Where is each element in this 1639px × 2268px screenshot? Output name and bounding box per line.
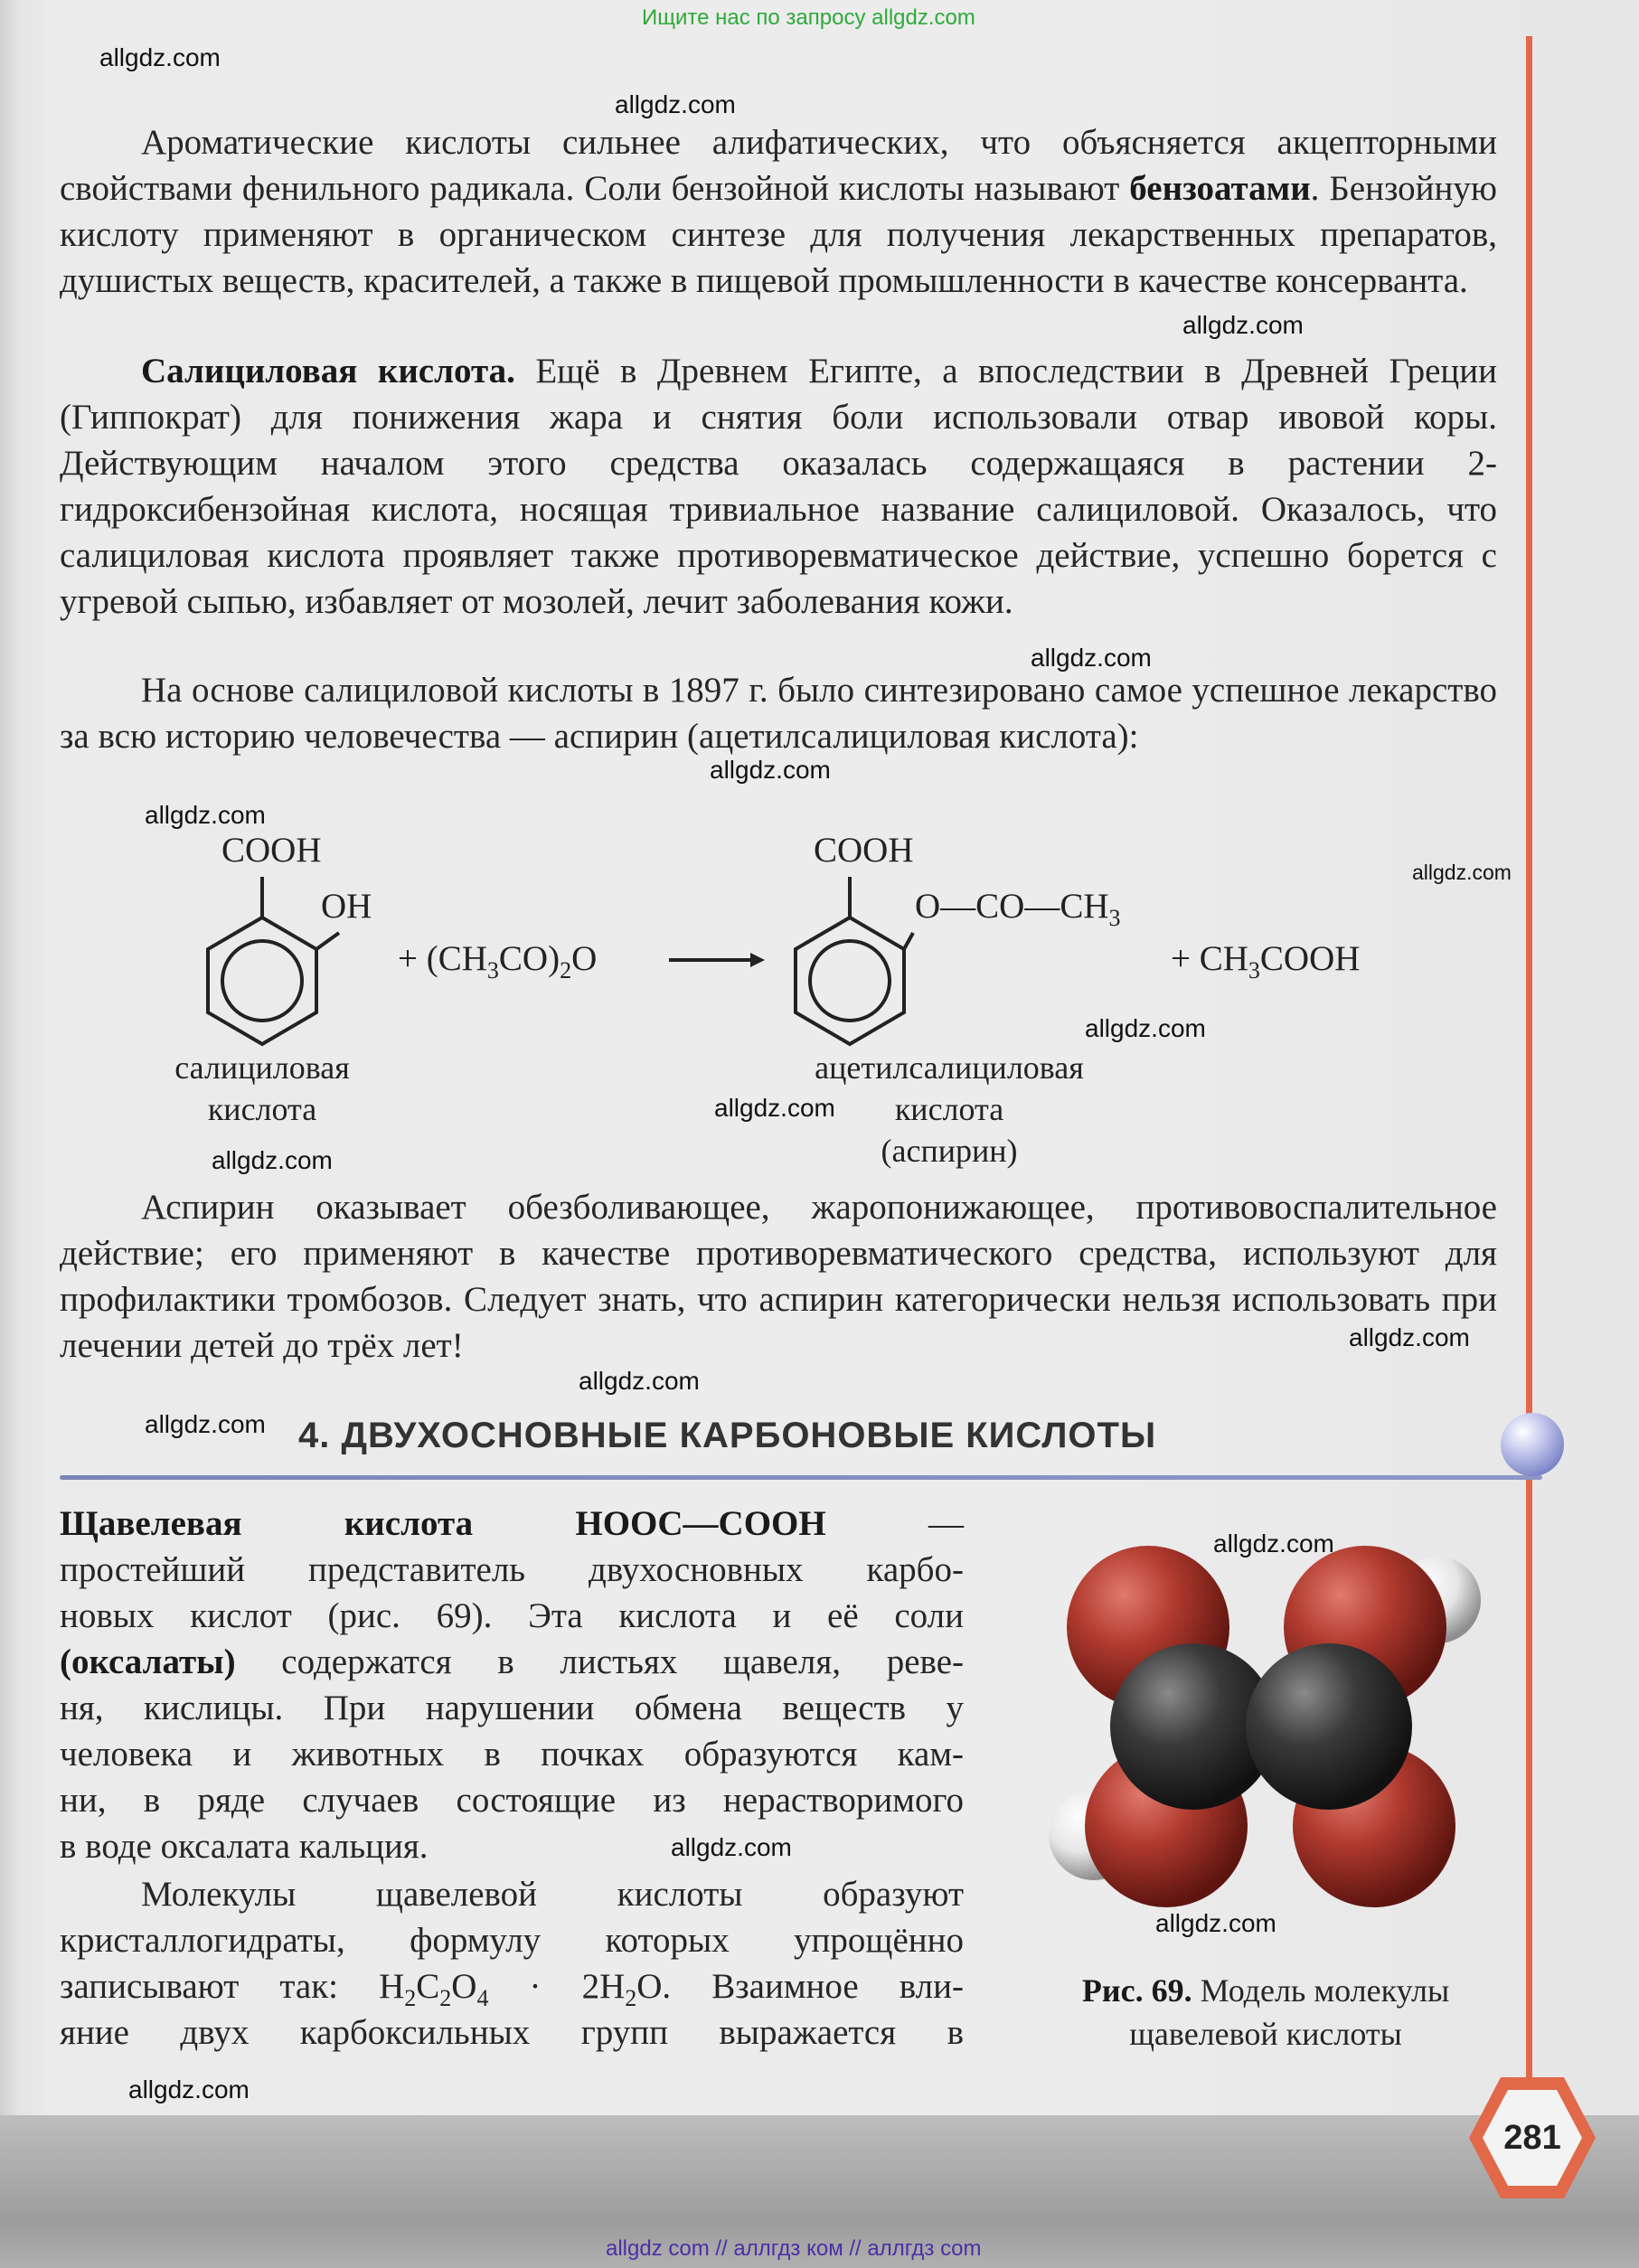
paragraph-aspirin-intro (60, 667, 1497, 759)
p1-bold-term: бензоатами (1129, 169, 1311, 208)
site-watermark[interactable]: allgdz.com (1031, 644, 1152, 672)
text-line: Молекулы щавелевой кислоты образуют (141, 1875, 964, 1914)
aspirin-cooh: COOH (814, 831, 914, 870)
text-line: (оксалаты) содержатся в листьях щавеля, реве- (60, 1642, 964, 1681)
benzene-ring-left (208, 877, 339, 1044)
carbon-atom-right (1246, 1643, 1412, 1810)
label-salicylic-acid: салициловая кислота (174, 1049, 350, 1127)
benzene-ring-right (796, 877, 913, 1044)
text-line: человека и животных в почках образуются кам- (60, 1735, 964, 1774)
p2-text: Ещё в Древнем Египте, а впоследствии в Древней Греции (Гиппократ) для понижения жара и снятия боли использовали отвар ивовой коры. Действующим началом этого средства оказалась содержащаяся в растении 2-гидроксибензойная кислота, носящая тривиальное название салициловой. Оказалось, что салициловая кислота проявляет также противоревматическое действие, успешно борется с угревой сыпью, избавляет от мозолей, лечит заболевания кожи. (60, 352, 1498, 621)
section-heading: 4. ДВУХОСНОВНЫЕ КАРБОНОВЫЕ КИСЛОТЫ (298, 1416, 1157, 1455)
figure-caption: Рис. 69. Модель молекулы щавелевой кислоты (1081, 1972, 1450, 2052)
site-watermark[interactable]: allgdz.com (710, 756, 831, 784)
text-line: ни, в ряде случаев состоящие из нерастворимого (60, 1781, 964, 1820)
acetic-anhydride: + $(CH_3CO)_2O$ (398, 939, 598, 983)
text-line: новых кислот (рис. 69). Эта кислота и её соли (60, 1596, 964, 1635)
site-watermark[interactable]: allgdz.com (99, 43, 221, 71)
p4-text: Аспирин оказывает обезболивающее, жаропонижающее, противовоспалительное действие; его применяют в качестве противоревматического средства, используют для профилактики тромбозов. Следует знать, что аспирин категорически нельзя использовать при лечении детей до трёх лет! (60, 1188, 1497, 1365)
oxalic-acid-text (60, 1501, 964, 1869)
site-watermark[interactable]: allgdz.com (671, 1833, 792, 1861)
bottom-banner-watermark[interactable]: allgdz com // аллгдз ком // аллгдз com (606, 2236, 982, 2261)
site-watermark[interactable]: allgdz.com (1412, 861, 1512, 884)
page-number-badge (1465, 2070, 1600, 2206)
site-watermark[interactable]: allgdz.com (615, 90, 736, 118)
paragraph-aspirin-effects (60, 1184, 1497, 1369)
p3-text: На основе салициловой кислоты в 1897 г. было синтезировано самое успешное лекарство за всю историю человечества — аспирин (ацетилсалициловая кислота): (60, 671, 1497, 756)
oxalic-acid-molecule-model (1013, 1528, 1519, 1943)
text-line: ня, кислицы. При нарушении обмена веществ у (60, 1689, 964, 1727)
label-aspirin: ацетилсалициловая кислота (аспирин) (815, 1049, 1084, 1169)
reaction-arrow (669, 953, 765, 967)
paragraph-aromatic-acids (60, 119, 1497, 304)
site-watermark[interactable]: allgdz.com (579, 1367, 700, 1395)
site-watermark[interactable]: allgdz.com (212, 1146, 333, 1174)
text-line: Щавелевая кислота HOOC—COOH — (60, 1504, 964, 1543)
text-line: записывают так: $H_2C_2O_4 \cdot 2H_2O$. Взаимное вли- (60, 1967, 964, 2011)
paragraph-salicylic-acid (60, 348, 1497, 625)
site-watermark[interactable]: allgdz.com (714, 1094, 835, 1122)
salicylic-cooh: COOH (221, 831, 322, 870)
p1-text: Ароматические кислоты сильнее алифатических, что объясняется акцепторными свойствами фенильного радикала. Соли бензойной кислоты называют (60, 123, 1497, 208)
site-watermark[interactable]: allgdz.com (145, 1410, 266, 1438)
salicylic-oh: OH (321, 887, 372, 926)
site-watermark[interactable]: allgdz.com (1213, 1529, 1334, 1557)
site-watermark[interactable]: allgdz.com (1182, 311, 1304, 339)
crystal-hydrate-text (60, 1871, 964, 2056)
site-watermark[interactable]: allgdz.com (1155, 1909, 1276, 1937)
text-line: кристаллогидраты, формулу которых упрощённо (60, 1921, 964, 1960)
site-watermark[interactable]: allgdz.com (1085, 1014, 1206, 1042)
acetic-acid-byproduct: + $CH_3COOH$ (1171, 939, 1361, 983)
section-bullet-ball (1501, 1413, 1564, 1476)
site-watermark[interactable]: allgdz.com (145, 801, 266, 829)
p1-rest-text: . Бензойную кислоту применяют в органическом синтезе для получения лекарственных препаратов, душистых веществ, красителей, а также в пищевой промышленности в качестве консерванта. (60, 169, 1498, 300)
site-watermark[interactable]: allgdz.com (1349, 1323, 1470, 1351)
top-banner-watermark[interactable]: Ищите нас по запросу allgdz.com (642, 5, 975, 30)
page-number: 281 (1503, 2119, 1561, 2157)
p2-bold-term: Салициловая кислота. (141, 352, 515, 391)
text-line: простейший представитель двухосновных карбо- (60, 1550, 964, 1589)
section-divider (60, 1475, 1542, 1480)
text-line: в воде оксалата кальция. (60, 1827, 429, 1866)
aspirin-acetyl-group: $O—CO—CH_3$ (915, 887, 1121, 931)
site-watermark[interactable]: allgdz.com (128, 2075, 250, 2103)
text-line: яние двух карбоксильных групп выражается в (60, 2013, 964, 2052)
